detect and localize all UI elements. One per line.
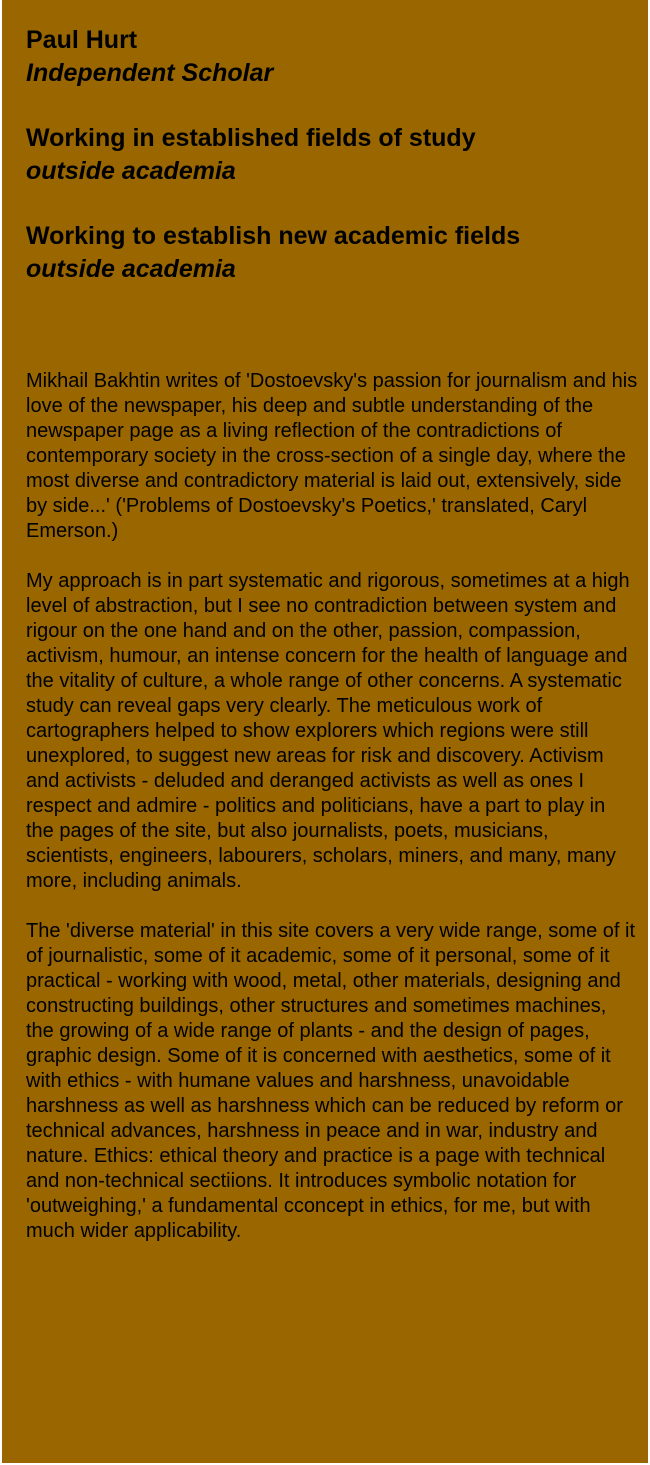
subheading-outside-academia-1: outside academia bbox=[26, 157, 236, 185]
paragraph-approach: My approach is in part systematic and rigorous, sometimes at a high level of abstraction, but I see no contradiction between system and rigour on the one hand and on the other, passion, compassion, activism, humour, an intense concern for the health of language and the vitality of culture, a whole range of other concerns. A systematic study can reveal gaps very clearly. The meticulous work of cartographers helped to show explorers which regions were still unexplored, to suggest new areas for risk and discovery. Activism and activists - deluded and deranged activists as well as ones I respect and admire - politics and politicians, have a part to play in the pages of the site, but also journalists, poets, musicians, scientists, engineers, labourers, scholars, miners, and many, many more, including animals. bbox=[26, 570, 630, 892]
paragraph-spacer bbox=[26, 544, 638, 569]
spacer bbox=[26, 90, 636, 122]
subheading-outside-academia-2: outside academia bbox=[26, 255, 236, 283]
paragraph-diverse-material: The 'diverse material' in this site covers a very wide range, some of it of journalistic, some of it academic, some of it personal, some of it practical - working with wood, metal, other materials, designing and constructing buildings, other structures and sometimes machines, the growing of a wide range of plants - and the design of pages, graphic design. Some of it is concerned with aesthetics, some of it with ethics - with humane values and harshness, unavoidable harshness as well as harshness which can be reduced by reform or technical advances, harshness in peace and in war, industry and nature. Ethics: ethical theory and practice is a page with technical and non-technical sectiions. It introduces symbolic notation for 'outweighing,' a fundamental cconcept in ethics, for me, but with much wider applicability. bbox=[26, 920, 635, 1242]
header bbox=[26, 24, 636, 286]
heading-new-fields: Working to establish new academic fields bbox=[26, 222, 521, 250]
paragraph-bakhtin-quote: Mikhail Bakhtin writes of 'Dostoevsky's passion for journalism and his love of the newspaper, his deep and subtle understanding of the newspaper page as a living reflection of the contradictions of contemporary society in the cross-section of a single day, where the most diverse and contradictory material is laid out, extensively, side by side...' ('Problems of Dostoevsky's Poetics,' translated, Caryl Emerson.) bbox=[26, 370, 638, 542]
heading-established-fields: Working in established fields of study bbox=[26, 124, 476, 152]
author-name: Paul Hurt bbox=[26, 26, 138, 54]
paragraph-spacer bbox=[26, 894, 638, 919]
author-role: Independent Scholar bbox=[26, 59, 274, 87]
spacer bbox=[26, 188, 636, 220]
body-text bbox=[26, 369, 638, 1244]
